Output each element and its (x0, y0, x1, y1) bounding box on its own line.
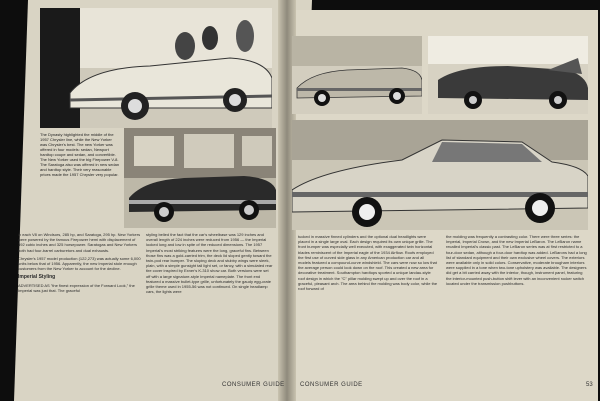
right-column-1: tucked in massive finned cylinders and the optional dual headlights were placed in a single large oval. Each design required its own unique grille. The front bumper was especially well executed, with exaggerated twin horizontal blades reminiscent of the Imperial eagle of the 1934 Airflow. Roofs employed the first use of curved side glass in any American production car and all models featured a compound-curve windshield. The cars were now so low that the average person could look down on the roof. This created a new area for decorative treatment. Southampton hardtops sported a unique landau-style roof design in which the "C" pillar molding swept up and over the roof in a graceful, pleasant arch. The area behind the molding was body color, while the roof forward of (298, 234, 438, 292)
car-convertible-photo (40, 8, 272, 128)
left-column-1-body: Chrysler's 1957 model production (122,273) was actually some 6,000 units below that of 1956. Apparently, the new Imperial stole enough customers from the New Yorker to account for the decline. (18, 255, 141, 272)
left-column-2: styling belied the fact that the car's wheelbase was 129 inches and overall length of 224 inches were reduced from 1956 — the Imperial looked long and low in spite of the reduced dimensions. The 1957 Imperial's most striking features were the long, graceful fins. Between those fins was a gold-carried trim, the deck lid sloped gently toward the twin-pod rear bumper. The sloping deck and stubby wings were sleek, plain, with a simple gunsight tail light set, or fancy, with a simulated rear tire cover inspired by Exner's K-310 show car. Both versions were set off with a large signature-style Imperial nameplate. The front end featured a massive bullet-type grille, unfortunately the gaudy egg-crate grille theme used in 1955-56 was not continued. On single headlamp cars, the lights were (146, 232, 273, 295)
imperial-styling-heading: Imperial Styling (18, 274, 56, 281)
car-coupe-photo (292, 120, 588, 230)
page-number: 53 (586, 382, 593, 388)
footer-left: CONSUMER GUIDE (222, 382, 285, 388)
left-photo-caption: The Dynasty highlighted the middle of the 1957 Chrysler line, while the New Yorker was Chrysler's best. The new Yorker was offered in four models: sedan, Newport hardtop coupe and sedan, and convertible. The New Yorker used the big Firepower V-8. The Saratoga also was offered in new sedan and hardtop style. Their very reasonable prices made the 1957 Chrysler very popular. (40, 132, 120, 177)
car-sedan-photo (124, 128, 276, 228)
left-column-1-top: in each V8 on Windsors, 285 hp, and Saratoga, 295 hp. New Yorkers were powered by the famous Firepower hemi with displacement of 392 cubic inches and 325 horsepower. Saratogas and New Yorkers both had four-barrel carburetors and dual exhausts. (18, 232, 141, 253)
left-column-1 (18, 232, 142, 372)
left-column-1-bottom: ADVERTISED AS "the finest expression of the Forward Look," the Imperial was just that. The graceful (18, 282, 135, 293)
footer-right: CONSUMER GUIDE (300, 382, 363, 388)
car-hardtop-photo (292, 36, 422, 114)
right-column-2: the molding was frequently a contrasting color. There were three series: the Imperial, Imperial Crown, and the new Imperial LeBaron. The LeBaron name recalled Imperial's classic past. The LeBaron series was at first restricted to a four-door sedan, although a four-door hardtop was added. LeBarons had a long list of standard equipment and their own exclusive wheel covers. The exteriors were available only in solid colors. Conservative, moderate brougham interiors were supplied in a tone when two-tone upholstery was available. The designers did get a bit carried away with the interior, though, instrument panel, featuring the interior-mounted push-button shift lever with an inconvenient rocker switch located under the transmission pushbuttons. (446, 234, 587, 286)
car-rear-photo (428, 36, 588, 114)
